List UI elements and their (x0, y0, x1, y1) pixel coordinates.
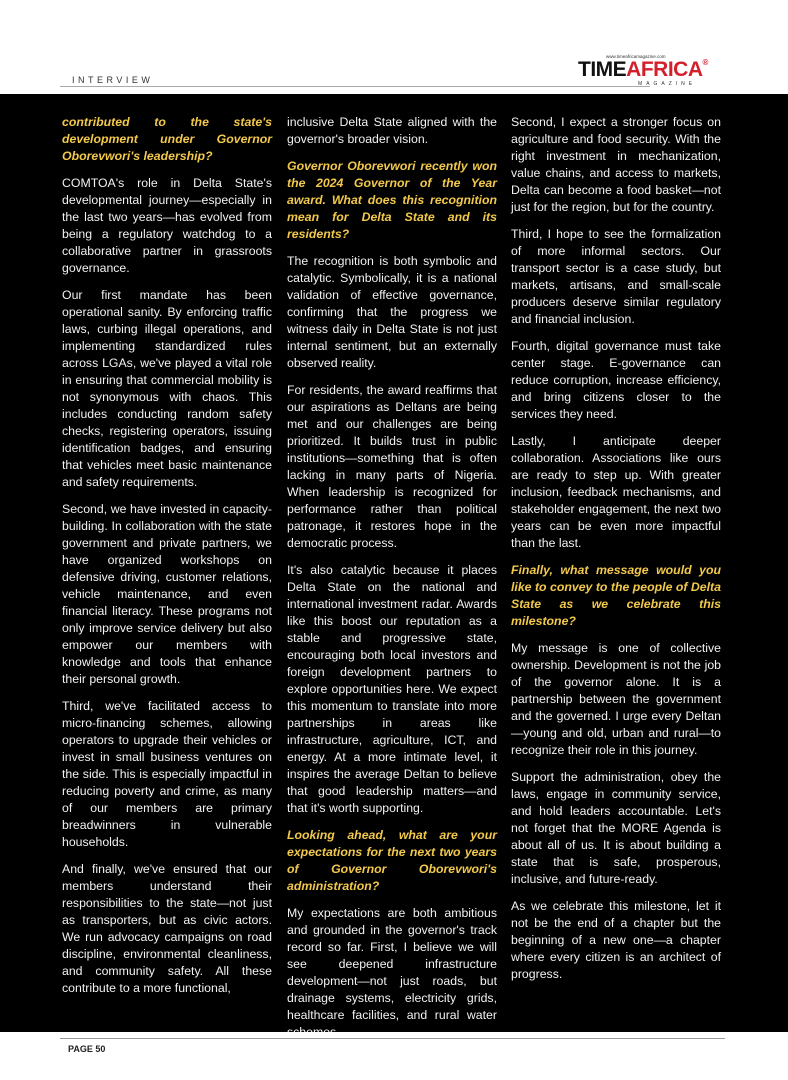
page-footer (0, 1032, 788, 1080)
answer-paragraph: It's also catalytic because it places Delta State on the national and international investment radar. Awards like this boost our reputation as a stable and progressive state, encouraging both local investors and foreign development partners to explore opportunities here. We expect this momentum to translate into more partnerships in areas like infrastructure, agriculture, ICT, and energy. At a more intimate level, it inspires the average Deltan to believe that good leadership matters—and that it's worth supporting. (287, 563, 497, 815)
article-body (0, 94, 788, 1032)
page-number: PAGE 50 (68, 1044, 106, 1054)
magazine-logo (578, 54, 738, 88)
footer-divider (60, 1038, 725, 1039)
logo-wordmark (578, 58, 708, 82)
logo-url: www.timeafricamagazine.com (606, 54, 666, 59)
answer-paragraph: Third, I hope to see the formalization of more informal sectors. Our transport sector is a case study, but markets, artisans, and small-scale producers deserve similar regulatory and financial inclusion. (511, 227, 721, 326)
interview-question: Governor Oborevwori recently won the 2024 Governor of the Year award. What does this recognition mean for Delta State and its residents? (287, 159, 497, 241)
section-kicker: INTERVIEW (72, 75, 154, 85)
answer-paragraph: Third, we've facilitated access to micro-financing schemes, allowing operators to upgrade their vehicles or invest in small business ventures on the side. This is especially impactful in reducing poverty and crime, as many of our members are primary breadwinners in vulnerable households. (62, 699, 272, 849)
answer-paragraph: The recognition is both symbolic and catalytic. Symbolically, it is a national validation of effective governance, confirming that the progress we witness daily in Delta State is not just internal sentiment, but an externally observed reality. (287, 254, 497, 370)
answer-paragraph: As we celebrate this milestone, let it not be the end of a chapter but the beginning of a new one—a chapter where every citizen is an architect of progress. (511, 899, 721, 981)
answer-paragraph: My expectations are both ambitious and grounded in the governor's track record so far. First, I believe we will see deepened infrastructure development—not just roads, but drainage systems, electricity grids, healthcare facilities, and rural water (287, 906, 497, 1022)
answer-paragraph: For residents, the award reaffirms that our aspirations as Deltans are being met and our challenges are being prioritized. It builds trust in public institutions—something that is often lacking in many parts of Nigeria. When leadership is recognized for performance rather than political patronage, it restores hope in the democratic process. (287, 383, 497, 550)
interview-question: Looking ahead, what are your expectations for the next two years of Governor Oborevwori's administration? (287, 828, 497, 893)
answer-paragraph: Fourth, digital governance must take center stage. E-governance can reduce corruption, increase efficiency, and bring citizens closer to the services they need. (511, 339, 721, 421)
answer-paragraph: inclusive Delta State aligned with the governor's broader vision. (287, 115, 497, 146)
logo-word-time: TIME (578, 58, 627, 81)
page-header (0, 0, 788, 94)
answer-paragraph: Our first mandate has been operational sanity. By enforcing traffic laws, curbing illegal operations, and implementing standardized rules across LGAs, we've played a vital role in ensuring that commercial mobility is not synonymous with chaos. This includes conducting random safety checks, registering operators, issuing identification badges, and ensuring that vehicles meet basic maintenance and safety requirements. (62, 288, 272, 489)
logo-registered-mark: ® (702, 58, 708, 67)
answer-paragraph: COMTOA's role in Delta State's developmental journey—especially in the last two years—has evolved from being a regulatory watchdog to a collaborative partner in grassroots governance. (62, 176, 272, 275)
logo-tagline: MAGAZINE (638, 81, 697, 87)
answer-paragraph: Support the administration, obey the laws, engage in community service, and hold leaders accountable. Let's not forget that the MORE Agenda is about all of us. It is about building a state that is safe, prosperous, inclusive, and future-ready. (511, 770, 721, 886)
interview-question: Finally, what message would you like to convey to the people of Delta State as we celebrate this milestone? (511, 563, 721, 628)
answer-paragraph: Second, I expect a stronger focus on agriculture and food security. With the right investment in mechanization, value chains, and access to markets, Delta can become a food basket—not just for the region, but for the country. (511, 115, 721, 214)
interview-question: contributed to the state's development under Governor Oborevwori's leadership? (62, 115, 272, 163)
article-column-1 (62, 114, 272, 1007)
answer-paragraph: And finally, we've ensured that our members understand their responsibilities to the state—not just as transporters, but as civic actors. We run advocacy campaigns on road discipline, environmental cleanliness, and community safety. All these contribute to a more functional, (62, 862, 272, 995)
header-divider (60, 86, 650, 87)
answer-paragraph: My message is one of collective ownership. Development is not the job of the governor alone. It is a partnership between the government and the governed. I urge every Deltan—young and old, urban and rural—to recognize their role in this journey. (511, 641, 721, 757)
article-column-3 (511, 114, 721, 993)
answer-paragraph: Lastly, I anticipate deeper collaboration. Associations like ours are ready to step up. With greater inclusion, feedback mechanisms, and stakeholder engagement, the next two years can be even more impactful than the last. (511, 434, 721, 550)
article-column-2 (287, 114, 497, 1051)
logo-word-africa: AFRICA (626, 58, 703, 81)
answer-paragraph: Second, we have invested in capacity-building. In collaboration with the state government and private partners, we have organized workshops on defensive driving, customer relations, vehicle maintenance, and even financial literacy. These programs not only improve service delivery but also empower our members with knowledge and tools that enhance their personal growth. (62, 502, 272, 686)
